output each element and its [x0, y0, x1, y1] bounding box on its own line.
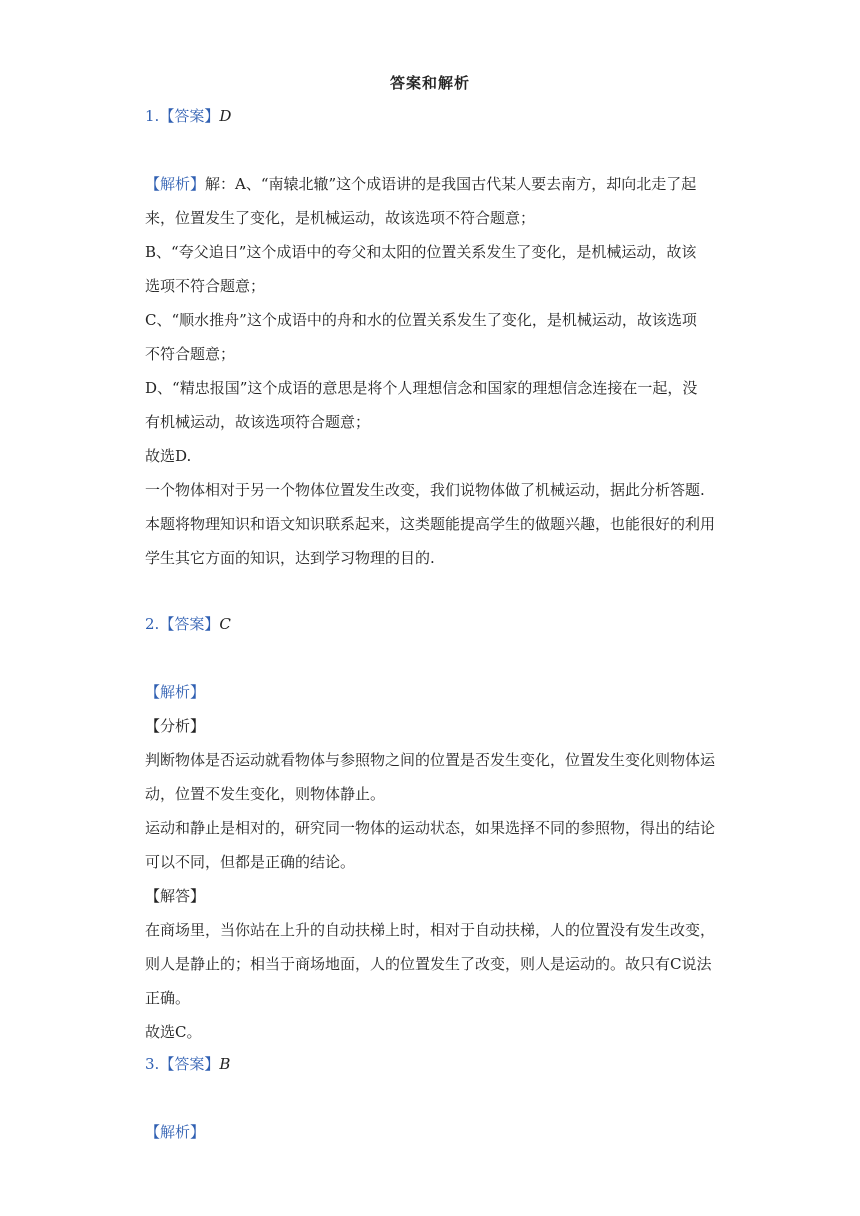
q1-analysis-line-1	[145, 174, 720, 194]
q3-answer-tag: 【答案】	[159, 1055, 220, 1073]
q2-fenxi-line-1: 判断物体是否运动就看物体与参照物之间的位置是否发生变化，位置发生变化则物体运	[145, 751, 716, 769]
q1-number: 1.	[145, 107, 160, 125]
q3-number: 3.	[145, 1055, 160, 1073]
q1-answer-tag: 【答案】	[159, 107, 220, 125]
q1-analysis-line-9: 故选D.	[145, 447, 192, 465]
q3-answer-line	[145, 1054, 720, 1074]
q1-analysis-line-6: 不符合题意；	[145, 345, 236, 363]
q2-jieda-line-1: 在商场里，当你站在上升的自动扶梯上时，相对于自动扶梯，人的位置没有发生改变，	[145, 921, 716, 939]
q1-answer-line	[145, 106, 720, 126]
q2-fenxi-line-3: 运动和静止是相对的，研究同一物体的运动状态，如果选择不同的参照物，得出的结论	[145, 819, 716, 837]
q1-analysis-line-7: D、“精忠报国”这个成语的意思是将个人理想信念和国家的理想信念连接在一起，没	[145, 379, 698, 397]
q3-answer: B	[219, 1055, 231, 1073]
q2-fenxi-line-4: 可以不同，但都是正确的结论。	[145, 853, 356, 871]
q2-analysis-tag	[145, 682, 720, 702]
q1-analysis-line-5: C、“顺水推舟”这个成语中的舟和水的位置关系发生了变化，是机械运动，故该选项	[145, 311, 697, 329]
q1-answer: D	[219, 107, 232, 125]
q1-analysis-tag: 【解析】	[145, 175, 206, 193]
q1-analysis-line-8: 有机械运动，故该选项符合题意；	[145, 413, 371, 431]
q1-analysis-line-3: B、“夸父追日”这个成语中的夸父和太阳的位置关系发生了变化，是机械运动，故该	[145, 243, 697, 261]
q2-answer-line	[145, 614, 720, 634]
q3-analysis-tag	[145, 1122, 720, 1142]
q2-answer-tag: 【答案】	[159, 615, 220, 633]
q2-answer: C	[219, 615, 231, 633]
q2-jieda-tag: 【解答】	[145, 887, 206, 905]
q1-analysis-line-10: 一个物体相对于另一个物体位置发生改变，我们说物体做了机械运动，据此分析答题.	[145, 481, 705, 499]
q2-number: 2.	[145, 615, 160, 633]
q3-analysis-tag-text: 【解析】	[145, 1123, 206, 1141]
page-title: 答案和解析	[389, 74, 470, 92]
q2-fenxi-line-2: 动，位置不发生变化，则物体静止。	[145, 785, 386, 803]
q1-analysis-text: 解：A、“南辕北辙”这个成语讲的是我国古代某人要去南方，却向北走了起	[205, 175, 697, 193]
q1-analysis-line-2: 来，位置发生了变化，是机械运动，故该选项不符合题意；	[145, 209, 536, 227]
q2-fenxi-tag: 【分析】	[145, 717, 206, 735]
q1-analysis-line-11: 本题将物理知识和语文知识联系起来，这类题能提高学生的做题兴趣，也能很好的利用	[145, 515, 716, 533]
q1-analysis-line-12: 学生其它方面的知识，达到学习物理的目的.	[145, 549, 435, 567]
q1-analysis-line-4: 选项不符合题意；	[145, 277, 266, 295]
q2-jieda-line-4: 故选C。	[145, 1023, 202, 1041]
q2-jieda-line-3: 正确。	[145, 989, 191, 1007]
q2-jieda-line-2: 则人是静止的；相当于商场地面，人的位置发生了改变，则人是运动的。故只有C说法	[145, 955, 712, 973]
q2-analysis-tag-text: 【解析】	[145, 683, 206, 701]
